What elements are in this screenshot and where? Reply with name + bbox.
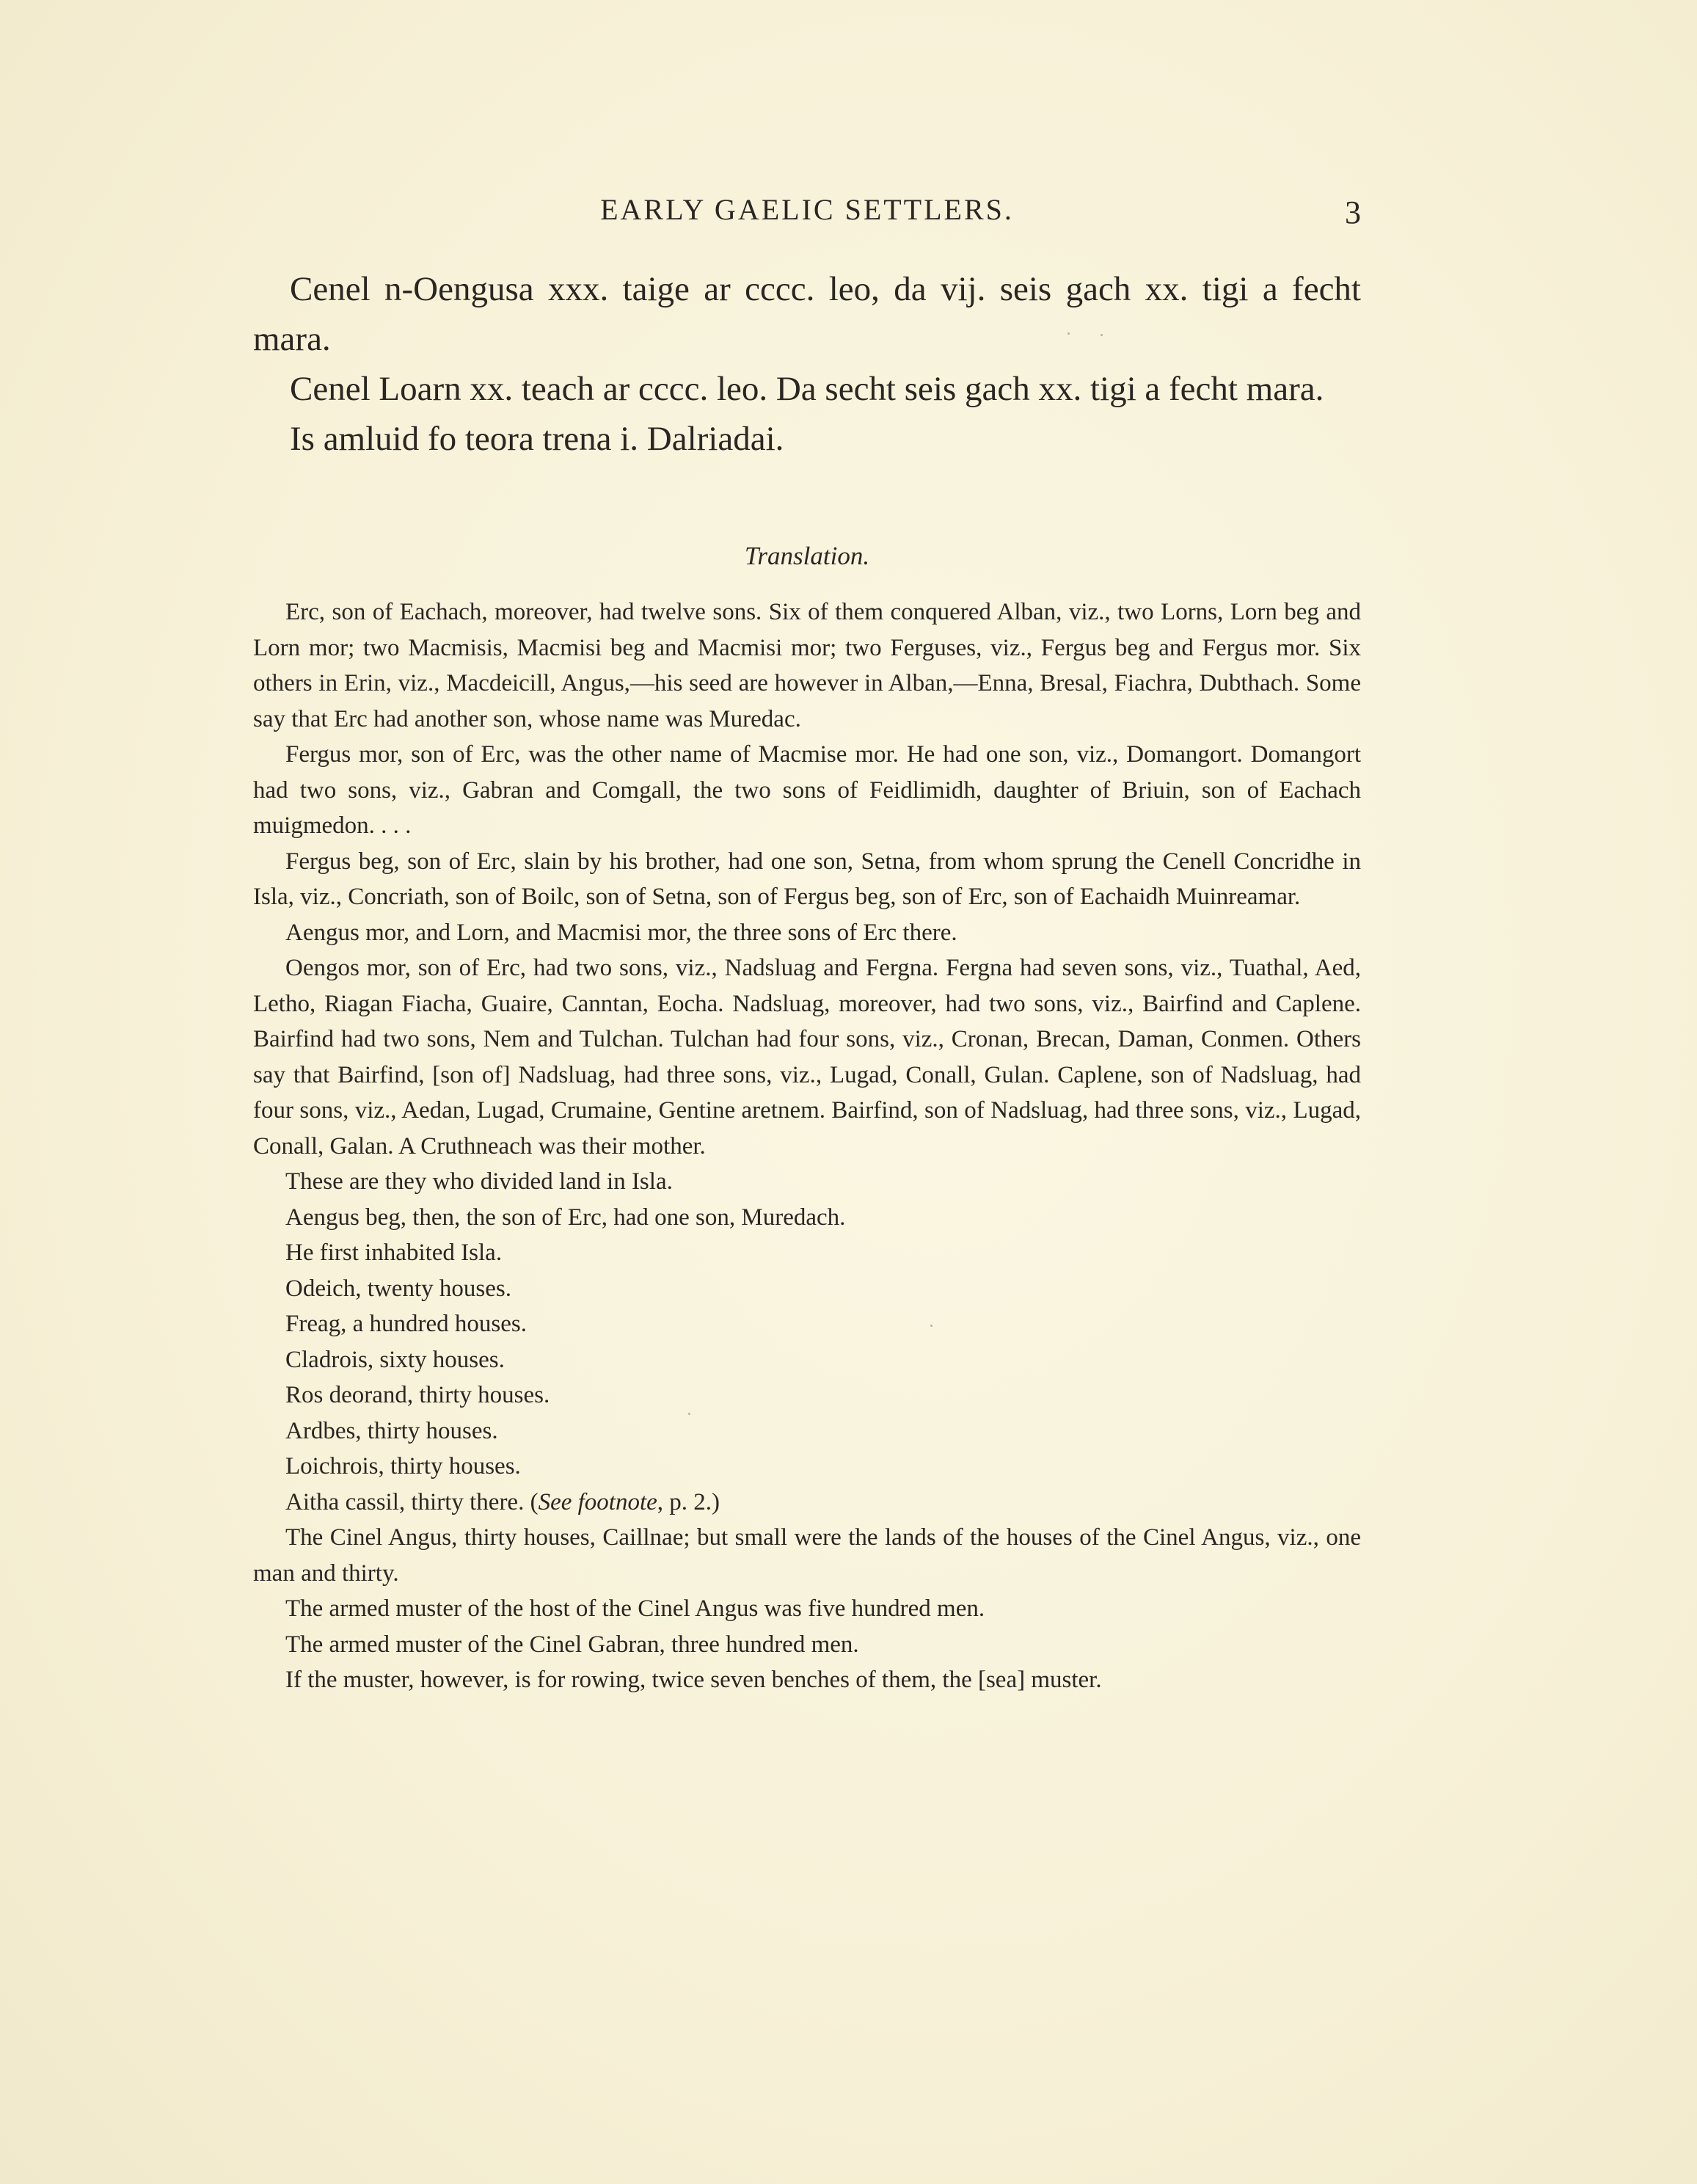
translation-paragraph: Fergus beg, son of Erc, slain by his brother, had one son, Setna, from whom sprung the Cenell Concridhe in Isla, viz., Concriath, son of Boilc, son of Setna, son of Fergus beg, son of Erc, son of Eachaidh Muinreamar. [253, 848, 1361, 910]
text-span: Aitha cassil, thirty there. ( [285, 1488, 539, 1515]
translation-paragraph: The armed muster of the Cinel Gabran, three hundred men. [285, 1631, 859, 1658]
page-number: 3 [1345, 194, 1361, 230]
translation-paragraph: Freag, a hundred houses. [285, 1311, 528, 1337]
gaelic-paragraph: Cenel Loarn xx. teach ar cccc. leo. Da secht seis gach xx. tigi a fecht mara. [290, 370, 1324, 408]
translation-heading: Translation. [744, 542, 870, 570]
translation-paragraph: Aengus beg, then, the son of Erc, had one son, Muredach. [285, 1204, 846, 1231]
translation-paragraph: Ros deorand, thirty houses. [285, 1382, 550, 1408]
translation-paragraph: Loichrois, thirty houses. [285, 1453, 521, 1479]
translation-paragraph: The Cinel Angus, thirty houses, Caillnae; but small were the lands of the houses of the Cinel Angus, viz., one man and thirty. [253, 1524, 1361, 1587]
running-head [253, 192, 1361, 236]
translation-paragraph: These are they who divided land in Isla. [285, 1168, 673, 1195]
translation-paragraph: Odeich, twenty houses. [285, 1275, 511, 1302]
translation-text [253, 594, 1361, 1698]
paper-speck [1068, 332, 1070, 335]
text-span: , p. 2.) [657, 1488, 720, 1515]
paper-speck [930, 1325, 933, 1327]
translation-paragraph: The armed muster of the host of the Cinel Angus was five hundred men. [285, 1595, 985, 1622]
gaelic-text [253, 264, 1361, 464]
translation-paragraph-footnote-ref [253, 1485, 1361, 1521]
translation-paragraph: Cladrois, sixty houses. [285, 1346, 505, 1373]
translation-paragraph: Fergus mor, son of Erc, was the other name of Macmise mor. He had one son, viz., Domangort. Domangort had two sons, viz., Gabran and Comgall, the two sons of Feidlimidh, daughter of Briuin, son of Eachach muigmedon. . . . [253, 741, 1361, 839]
paper-speck [688, 1413, 690, 1415]
running-title: EARLY GAELIC SETTLERS. [600, 193, 1014, 226]
translation-paragraph: Ardbes, thirty houses. [285, 1417, 498, 1444]
footnote-reference: See footnote [538, 1488, 657, 1515]
translation-paragraph: If the muster, however, is for rowing, twice seven benches of them, the [sea] muster. [285, 1667, 1102, 1693]
translation-paragraph: He first inhabited Isla. [285, 1240, 503, 1266]
paper-speck [1101, 334, 1103, 336]
translation-paragraph: Aengus mor, and Lorn, and Macmisi mor, the three sons of Erc there. [285, 919, 957, 946]
gaelic-paragraph: Is amluid fo teora trena i. Dalriadai. [290, 420, 784, 458]
gaelic-paragraph: Cenel n-Oengusa xxx. taige ar cccc. leo, da vij. seis gach xx. tigi a fecht mara. [253, 270, 1361, 358]
translation-paragraph: Oengos mor, son of Erc, had two sons, viz., Nadsluag and Fergna. Fergna had seven sons, viz., Tuathal, Aed, Letho, Riagan Fiacha, Guaire, Canntan, Eocha. Nadsluag, moreover, had two sons, viz., Bairfind and Caplene. Bairfind had two sons, Nem and Tulchan. Tulchan had four sons, viz., Cronan, Brecan, Daman, Conmen. Others say that Bairfind, [son of] Nadsluag, had three sons, viz., Lugad, Conall, Gulan. Caplene, son of Nadsluag, had four sons, viz., Aedan, Lugad, Crumaine, Gentine aretnem. Bairfind, son of Nadsluag, had three sons, viz., Lugad, Conall, Galan. A Cruthneach was their mother. [253, 955, 1361, 1160]
translation-paragraph: Erc, son of Eachach, moreover, had twelve sons. Six of them conquered Alban, viz., two Lorns, Lorn beg and Lorn mor; two Macmisis, Macmisi beg and Macmisi mor; two Ferguses, viz., Fergus beg and Fergus mor. Six others in Erin, viz., Macdeicill, Angus,—his seed are however in Alban,—Enna, Bresal, Fiachra, Dubthach. Some say that Erc had another son, whose name was Muredac. [253, 599, 1361, 732]
